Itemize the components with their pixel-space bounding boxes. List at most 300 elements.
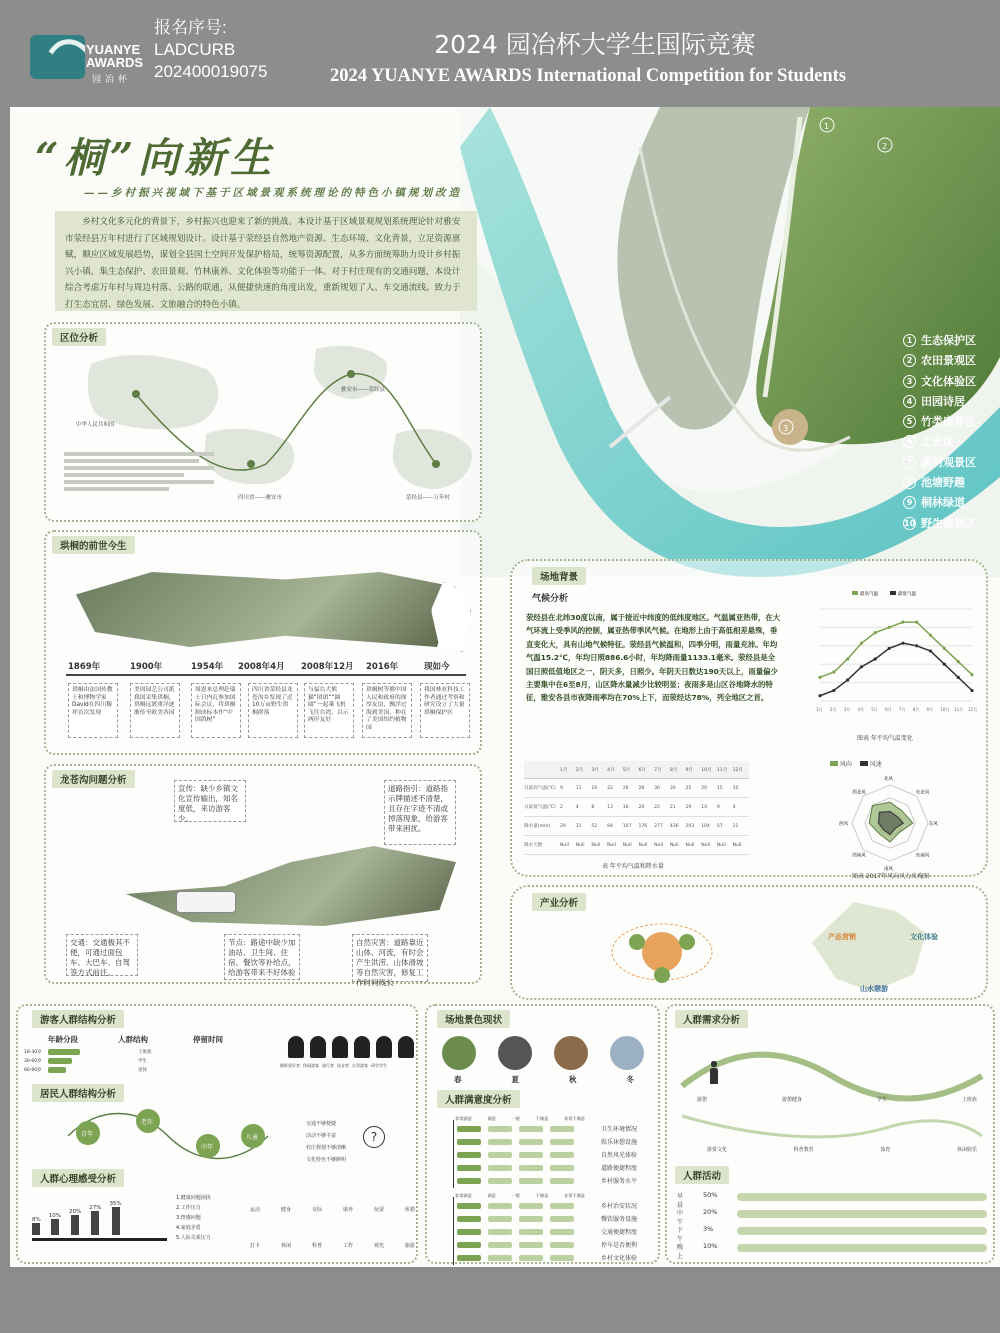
satisfaction-bar bbox=[519, 1229, 543, 1235]
psych-arrow bbox=[32, 1238, 167, 1241]
table-cell: 21 bbox=[732, 823, 739, 829]
table-cell: Null bbox=[622, 842, 632, 848]
satisfaction-level: 满意 bbox=[487, 1193, 496, 1198]
season-label: 冬 bbox=[626, 1075, 634, 1084]
table-cell: 277 bbox=[654, 823, 663, 829]
table-cell: 21 bbox=[669, 804, 676, 810]
satisfaction-level: 不满意 bbox=[535, 1116, 549, 1121]
timeline-event: 周恩来总理赴瑞士日内瓦参加国际会议，将珙桐制成标本作“中国鸽树” bbox=[191, 683, 241, 738]
psych-percent: 8% bbox=[32, 1217, 41, 1223]
satisfaction-bar bbox=[519, 1216, 543, 1222]
location-dot bbox=[132, 390, 140, 398]
activity-label: 下午 bbox=[677, 1227, 684, 1243]
structure-heading: 人群结构 bbox=[118, 1035, 148, 1044]
poster-title: “桐”向新生 bbox=[35, 134, 277, 182]
scenery-tag: 场地景色现状 bbox=[437, 1010, 510, 1028]
legend-item bbox=[903, 392, 976, 412]
table-cell: 25 bbox=[685, 785, 692, 791]
needs-flow bbox=[682, 1055, 982, 1099]
temperature-chart bbox=[802, 581, 982, 726]
table-cell: 12月 bbox=[732, 767, 744, 773]
psych-bottom-row bbox=[250, 1242, 415, 1249]
satisfaction-bar bbox=[457, 1255, 481, 1261]
site-panel bbox=[510, 559, 988, 880]
table-cell: 9 bbox=[560, 785, 563, 791]
table-cell: 13 bbox=[607, 804, 613, 810]
problem-road: 道路指引：道路指示牌描述不清楚，且存在字迹不清或掉落现象，给游客带来困扰。 bbox=[384, 780, 456, 845]
legend-label: 最高气温 bbox=[860, 592, 878, 597]
age-bar bbox=[48, 1067, 66, 1073]
age-list bbox=[24, 1048, 42, 1075]
psych-item: 4.家庭矛盾 bbox=[176, 1225, 201, 1231]
activity-label: 晚上 bbox=[677, 1244, 684, 1260]
legend-label: 文化体验区 bbox=[921, 374, 976, 388]
structure-list bbox=[138, 1048, 152, 1075]
role-label: 自驾游客 bbox=[352, 1063, 368, 1068]
structure-item: 学生 bbox=[138, 1059, 147, 1064]
radar-axis-label: 西风 bbox=[839, 822, 849, 827]
location-notes bbox=[64, 449, 214, 494]
table-cell: Null bbox=[560, 842, 569, 848]
needs-label: 学生 bbox=[876, 1097, 887, 1103]
table-cell: 14 bbox=[701, 804, 708, 810]
scenery-panel bbox=[425, 1004, 660, 1264]
legend-label: 最低气温 bbox=[898, 592, 916, 597]
psych-figure bbox=[49, 1213, 61, 1235]
legend-item bbox=[903, 331, 976, 351]
satisfaction-bar bbox=[457, 1152, 481, 1158]
resident-note: 文化特色不够鲜明 bbox=[306, 1157, 347, 1163]
legend-swatch bbox=[890, 591, 896, 595]
x-tick-label: 9月 bbox=[926, 707, 934, 712]
psych-activity: 交际 bbox=[311, 1207, 322, 1213]
problem-disaster: 自然灾害：道路靠近山体、河流，有时会产生洪涝、山体滑坡等自然灾害，修复工作时间线长 bbox=[352, 934, 428, 982]
timeline-year: 2016年 bbox=[366, 662, 399, 672]
climate-title: 气候分析 bbox=[532, 594, 569, 604]
poster-subtitle: ——乡村振兴视域下基于区域景观系统理论的特色小镇规划改造 bbox=[84, 187, 462, 199]
psych-activity: 玩耍 bbox=[373, 1207, 384, 1213]
data-point bbox=[874, 657, 877, 660]
legend-item bbox=[903, 412, 976, 432]
role-person-icon bbox=[354, 1036, 370, 1058]
legend-swatch bbox=[852, 591, 858, 595]
satisfaction-item: 乡村文化体验 bbox=[601, 1255, 638, 1262]
data-point bbox=[915, 644, 918, 647]
data-point bbox=[860, 642, 863, 645]
table-cell: Null bbox=[575, 842, 585, 848]
location-panel bbox=[44, 322, 482, 522]
structure-item: 上班族 bbox=[138, 1050, 152, 1055]
data-point bbox=[943, 663, 946, 666]
person-icon bbox=[91, 1211, 99, 1235]
satisfaction-item: 交通便捷程度 bbox=[601, 1229, 638, 1236]
industry-panel bbox=[510, 885, 988, 1000]
data-point bbox=[929, 634, 932, 637]
location-label-d: 荥经县——万年村 bbox=[406, 495, 451, 501]
table-cell: 31 bbox=[575, 823, 582, 829]
resident-note: 活动不够丰富 bbox=[306, 1133, 337, 1139]
table-cell: 57 bbox=[716, 823, 723, 829]
legend-item bbox=[903, 473, 976, 493]
visitor-roles bbox=[288, 1036, 414, 1058]
season-photo-spring bbox=[442, 1036, 476, 1070]
text-line bbox=[64, 487, 169, 491]
satisfaction-bar bbox=[457, 1165, 481, 1171]
legend-item bbox=[903, 372, 976, 392]
stay-heading: 停留时间 bbox=[193, 1035, 223, 1044]
psych-figures bbox=[32, 1201, 122, 1235]
table-cell: 11 bbox=[575, 785, 582, 791]
table-cell: 84 bbox=[607, 823, 613, 829]
table-cell: 降水量(mm) bbox=[524, 824, 551, 829]
table-cell: 10月 bbox=[701, 767, 712, 773]
map-marker-3-label: 3 bbox=[783, 424, 789, 433]
sichuan-map bbox=[204, 429, 294, 484]
data-point bbox=[818, 694, 821, 697]
legend-item bbox=[903, 351, 976, 371]
satisfaction-bar bbox=[519, 1152, 543, 1158]
activity-band bbox=[737, 1210, 987, 1218]
x-tick-label: 8月 bbox=[912, 707, 920, 712]
role-person-icon bbox=[332, 1036, 348, 1058]
age-item: 60-90岁 bbox=[24, 1068, 42, 1073]
satisfaction-bar bbox=[519, 1242, 543, 1248]
table-cell: 8 bbox=[591, 804, 595, 810]
satisfaction-bar bbox=[488, 1165, 512, 1171]
poster bbox=[10, 107, 1000, 1267]
activity-band bbox=[737, 1193, 987, 1201]
table-cell: 29 bbox=[560, 823, 566, 829]
map-marker-1-label: 1 bbox=[824, 122, 830, 131]
industry-label-a: 产品营销 bbox=[828, 933, 856, 941]
person-icon bbox=[112, 1207, 120, 1235]
legend-num: 6 bbox=[903, 435, 916, 448]
wind-rose-chart bbox=[830, 771, 950, 871]
x-tick-label: 11月 bbox=[954, 707, 964, 712]
satisfaction-bar bbox=[550, 1203, 574, 1209]
timeline-event: 美国园艺公司派我国采集珙桐，珙桐远渡重洋逐渐传至欧美各国 bbox=[130, 683, 180, 738]
satisfaction-bar bbox=[488, 1229, 512, 1235]
logo-sub: 园冶杯 bbox=[92, 75, 132, 85]
x-tick-label: 4月 bbox=[857, 707, 865, 712]
needs-panel bbox=[665, 1004, 995, 1264]
timeline-event: 与福台大熊猫“团团”“圆圆”一起乘飞机飞往台湾，以示两岸友好 bbox=[304, 683, 354, 738]
problem-node: 节点：路途中缺少加油站、卫生间、住宿、餐饮等补给点，给游客带来不好体验 bbox=[224, 934, 300, 980]
table-row bbox=[524, 836, 749, 855]
problem-traffic: 交通：交通极其不便，可通过面包车、大巴车、自驾等方式前往。 bbox=[66, 934, 138, 976]
satisfaction-bar bbox=[519, 1139, 543, 1145]
table-cell: 1月 bbox=[560, 767, 568, 773]
history-tag: 珙桐的前世今生 bbox=[52, 536, 135, 554]
radar-axis-label: 北风 bbox=[884, 777, 893, 783]
resident-note: 村庄规划不够清晰 bbox=[306, 1145, 347, 1151]
satisfaction-level: 不满意 bbox=[535, 1193, 549, 1198]
industry-tag: 产业分析 bbox=[532, 893, 586, 911]
x-tick-label: 1月 bbox=[816, 707, 823, 712]
x-tick-label: 7月 bbox=[898, 707, 906, 712]
activity-percent: 50% bbox=[703, 1191, 718, 1199]
table-cell: 4 bbox=[575, 804, 579, 810]
satisfaction-item: 餐饮服务设施 bbox=[601, 1216, 638, 1223]
needs-label: 休闲娱乐 bbox=[956, 1147, 977, 1153]
satisfaction-item: 乡村治安状况 bbox=[601, 1203, 638, 1210]
radar-axis-label: 南风 bbox=[884, 866, 893, 871]
data-point bbox=[915, 621, 918, 624]
data-point bbox=[957, 676, 960, 679]
data-point bbox=[846, 657, 849, 660]
data-point bbox=[874, 631, 877, 634]
table-cell: 52 bbox=[591, 823, 598, 829]
structure-item: 退休 bbox=[138, 1068, 147, 1073]
satisfaction-levels bbox=[455, 1193, 585, 1199]
satisfaction-item: 道路便捷程度 bbox=[601, 1165, 638, 1172]
satisfaction-bar bbox=[488, 1178, 512, 1184]
wind-legend-label: 风向 bbox=[839, 761, 852, 768]
activity-tag: 人群活动 bbox=[675, 1166, 729, 1184]
needs-label: 游憩健身 bbox=[781, 1097, 802, 1103]
radar-axis-label: 东风 bbox=[928, 822, 938, 827]
satisfaction-bar bbox=[457, 1242, 481, 1248]
table-row bbox=[524, 798, 749, 817]
psych-percent: 20% bbox=[68, 1209, 82, 1215]
needs-diagram bbox=[672, 1026, 992, 1156]
footer-bar bbox=[0, 1267, 1000, 1333]
residents-tag: 居民人群结构分析 bbox=[32, 1084, 124, 1102]
table-cell: 19 bbox=[685, 804, 692, 810]
table-cell: 7月 bbox=[654, 767, 662, 773]
satisfaction-bar bbox=[457, 1139, 481, 1145]
satisfaction-level: 非常满意 bbox=[455, 1193, 472, 1198]
table-cell: 176 bbox=[638, 823, 648, 829]
satisfaction-bar bbox=[550, 1152, 574, 1158]
table-cell: Null bbox=[607, 842, 616, 848]
legend-swatch bbox=[860, 761, 868, 766]
table-cell: 26 bbox=[622, 785, 629, 791]
psych-activity: 运动 bbox=[250, 1207, 261, 1213]
season-label: 春 bbox=[454, 1075, 462, 1084]
legend-num: 10 bbox=[904, 518, 916, 528]
table-cell: 15 bbox=[716, 785, 723, 791]
needs-label: 游赏文化 bbox=[707, 1147, 728, 1153]
role-label: 研学学生 bbox=[371, 1063, 387, 1068]
table-cell: 日最低气温(℃) bbox=[524, 805, 556, 810]
satisfaction-bar bbox=[488, 1242, 512, 1248]
satisfaction-levels bbox=[455, 1116, 585, 1122]
table-cell: Null bbox=[669, 842, 679, 848]
table-cell: 20 bbox=[701, 785, 708, 791]
role-labels bbox=[280, 1063, 387, 1069]
role-person-icon bbox=[310, 1036, 326, 1058]
location-dot bbox=[347, 370, 355, 378]
text-line bbox=[64, 473, 184, 477]
industry-node bbox=[629, 934, 645, 950]
wind-legend-label: 风速 bbox=[869, 761, 882, 768]
legend-item bbox=[903, 514, 976, 534]
needs-label: 上班族 bbox=[961, 1097, 977, 1103]
satisfaction-bar bbox=[550, 1242, 574, 1248]
reg-label: 报名序号: bbox=[154, 18, 227, 37]
timeline-year: 1954年 bbox=[191, 662, 224, 672]
satisfaction-bar bbox=[550, 1178, 574, 1184]
reg-code: LADCURB bbox=[154, 40, 236, 59]
table-cell: 4 bbox=[732, 804, 736, 810]
industry-label-b: 文化体验 bbox=[910, 933, 938, 941]
legend-swatch bbox=[830, 761, 838, 766]
table-cell: 日最高气温(℃) bbox=[524, 786, 556, 791]
psych-activity: 康养 bbox=[342, 1207, 353, 1213]
table-cell: Null bbox=[732, 842, 742, 848]
table-cell: 2月 bbox=[575, 767, 584, 773]
legend-num: 9 bbox=[903, 496, 916, 509]
season-labels bbox=[454, 1074, 634, 1085]
table-cell: 30 bbox=[669, 785, 676, 791]
timeline-year: 2008年4月 bbox=[238, 662, 285, 672]
table-cell: 203 bbox=[685, 823, 695, 829]
role-label: 徒步者 bbox=[337, 1063, 349, 1068]
needs-tag: 人群需求分析 bbox=[675, 1010, 748, 1028]
legend-num: 8 bbox=[903, 476, 916, 489]
data-point bbox=[957, 660, 960, 663]
satisfaction-bar bbox=[550, 1255, 574, 1261]
logo-line1: YUANYE bbox=[86, 42, 141, 57]
x-tick-label: 2月 bbox=[829, 707, 837, 712]
legend-label: 工业区 bbox=[921, 435, 954, 449]
table-cell: Null bbox=[685, 842, 695, 848]
legend-item bbox=[903, 493, 976, 513]
timeline-year: 1869年 bbox=[68, 662, 101, 672]
table-cell: 9 bbox=[716, 804, 720, 810]
data-point bbox=[887, 647, 890, 650]
satisfaction-item: 娱乐休憩设施 bbox=[601, 1139, 638, 1146]
table-cell: Null bbox=[591, 842, 601, 848]
psych-activity: 休闲 bbox=[280, 1243, 291, 1249]
table-header-row bbox=[524, 761, 749, 779]
yingjing-industry-map bbox=[812, 902, 932, 992]
satisfaction-bar bbox=[550, 1165, 574, 1171]
table-cell: 107 bbox=[622, 823, 632, 829]
data-point bbox=[970, 673, 973, 676]
x-tick-label: 6月 bbox=[885, 707, 892, 712]
intro-text: 乡村文化多元化的背景下，乡村振兴也迎来了新的挑战。本设计基于区域景观规划系统理论针对雅安市荥经县万年村进行了区域规划设计。设计基于荥经县自然地产资源、生态环境、文化背景，立足资源禀赋，顺应区域发展趋势，谋划全县国土空间开发保护格局，统筹资源配置，从多方面统筹助力设计乡村振兴小镇，集生态保护、农田景观、竹林康养、文化体验等功能于一体。对于村庄现有的交通问题，本设计综合考虑万年村与周边村落、公路的联通，从便捷快速的角度出发，重新规划了人、车交通流线。致力于打生态宜居、绿色发展、文旅融合的特色小镇。 bbox=[55, 211, 477, 311]
satisfaction-bar bbox=[488, 1216, 512, 1222]
activity-label: 早晨 bbox=[677, 1193, 684, 1209]
stage-label: 中年 bbox=[201, 1144, 214, 1151]
location-dot bbox=[432, 460, 440, 468]
data-point bbox=[832, 689, 835, 692]
table-cell: 28 bbox=[638, 785, 645, 791]
legend-num: 4 bbox=[903, 395, 916, 408]
needs-labels-bottom bbox=[707, 1146, 977, 1153]
industry-node bbox=[654, 967, 670, 983]
stage-label: 青年 bbox=[81, 1131, 94, 1138]
data-point bbox=[901, 642, 904, 645]
site-tag: 场地背景 bbox=[532, 567, 586, 585]
header bbox=[0, 0, 1000, 107]
history-panel bbox=[44, 530, 482, 755]
psych-activity: 打卡 bbox=[250, 1243, 261, 1249]
industry-label-c: 山水憩游 bbox=[860, 985, 888, 993]
person-icon bbox=[71, 1215, 79, 1235]
satisfaction-bar bbox=[550, 1216, 574, 1222]
industry-diagram bbox=[592, 897, 732, 997]
satisfaction-bar bbox=[457, 1178, 481, 1184]
satisfaction-level: 非常不满意 bbox=[564, 1116, 585, 1121]
table-cell: Null bbox=[701, 842, 711, 848]
legend-label: 农田景观区 bbox=[921, 354, 976, 368]
satisfaction-bar bbox=[550, 1126, 574, 1132]
legend-label: 田园诗居 bbox=[921, 394, 965, 408]
age-item: 18-30岁 bbox=[24, 1050, 42, 1055]
legend-label: 野生植物区 bbox=[921, 516, 976, 530]
age-bar bbox=[48, 1049, 80, 1055]
table-cell: 5月 bbox=[622, 767, 631, 773]
wind-caption: 图表 2017年风向风力玫瑰图 bbox=[852, 873, 930, 880]
timeline-event: 四川省荥经县龙苍沟乡发现了近10万亩野生珙桐群落 bbox=[248, 683, 298, 738]
psych-activity: 健身 bbox=[280, 1207, 291, 1213]
table-cell: 436 bbox=[669, 823, 679, 829]
x-tick-label: 12月 bbox=[968, 707, 978, 712]
text-line bbox=[64, 466, 214, 470]
timeline-year: 2008年12月 bbox=[301, 662, 354, 672]
satisfaction-level: 非常满意 bbox=[455, 1116, 472, 1121]
data-point bbox=[887, 626, 890, 629]
table-cell: 4月 bbox=[607, 767, 615, 773]
table-cell: 降水天数 bbox=[524, 843, 543, 848]
satisfaction-bar bbox=[519, 1126, 543, 1132]
satisfaction-level: 满意 bbox=[487, 1116, 496, 1121]
psych-tag: 人群心理感受分析 bbox=[32, 1169, 124, 1187]
logo-line2: AWARDS bbox=[86, 55, 144, 70]
season-label: 秋 bbox=[569, 1075, 577, 1084]
age-item: 30-60岁 bbox=[24, 1059, 42, 1064]
wind-legend bbox=[830, 759, 882, 768]
x-tick-label: 10月 bbox=[940, 707, 950, 712]
text-line bbox=[64, 480, 214, 484]
climate-text: 荥经县在北纬30度以南，属于接近中纬度的低纬度地区。气温属亚热带，在大气环流上受季风的控制，属亚热带季风气候。在地形上由于高低相差悬殊，垂直变化大，具有山地气候特征。荥经县气候温和，四季分明，雨量充沛。年均气温15.2℃，年均日照886.6小时，年均降雨量1133.1毫米。荥经县是全国日照低值地区之一，阴天多，日照少。年阴天日数达190天以上，雨量偏少主要集中在6至8月，山区降水量减少比较明显；夜雨多是山区谷地降水的特征，雅安各县市夜降雨率均在70%上下，而荥经达78%，列全地区之首。 bbox=[526, 613, 781, 703]
data-point bbox=[929, 649, 932, 652]
china-map bbox=[88, 355, 219, 429]
legend-num: 1 bbox=[903, 334, 916, 347]
satisfaction-item: 乡村服务水平 bbox=[601, 1178, 638, 1185]
legend-label: 桐林绿道 bbox=[921, 496, 965, 510]
plaza bbox=[772, 409, 808, 445]
needs-label: 体育 bbox=[880, 1147, 891, 1153]
temp-chart-caption: 图表 年平均气温变化 bbox=[857, 735, 913, 742]
activity-percent: 10% bbox=[703, 1242, 718, 1250]
activity-label: 中午 bbox=[677, 1210, 684, 1226]
location-dot bbox=[247, 460, 255, 468]
psych-activity: 旅游 bbox=[404, 1243, 415, 1249]
needs-labels-top bbox=[697, 1096, 977, 1103]
table-body bbox=[524, 779, 749, 855]
table-cell: 10 bbox=[732, 785, 739, 791]
timeline-year: 1900年 bbox=[130, 662, 163, 672]
bus-icon bbox=[176, 891, 236, 913]
psych-item: 1.健康问题困扰 bbox=[176, 1195, 211, 1201]
table-cell: 30 bbox=[654, 785, 660, 791]
season-photo-summer bbox=[498, 1036, 532, 1070]
table-row bbox=[524, 779, 749, 798]
satisfaction-bar bbox=[519, 1255, 543, 1261]
needs-label: 科普教育 bbox=[793, 1147, 814, 1153]
satisfaction-item: 卫生环境情况 bbox=[601, 1126, 638, 1133]
location-label-b: 雅安市——荥经县 bbox=[341, 387, 386, 393]
person-icon bbox=[707, 1061, 721, 1085]
role-label: 骑行者 bbox=[322, 1063, 334, 1068]
season-photos bbox=[442, 1036, 644, 1070]
psych-top-row bbox=[250, 1206, 415, 1213]
radar-axis-label: 东南风 bbox=[915, 853, 930, 859]
